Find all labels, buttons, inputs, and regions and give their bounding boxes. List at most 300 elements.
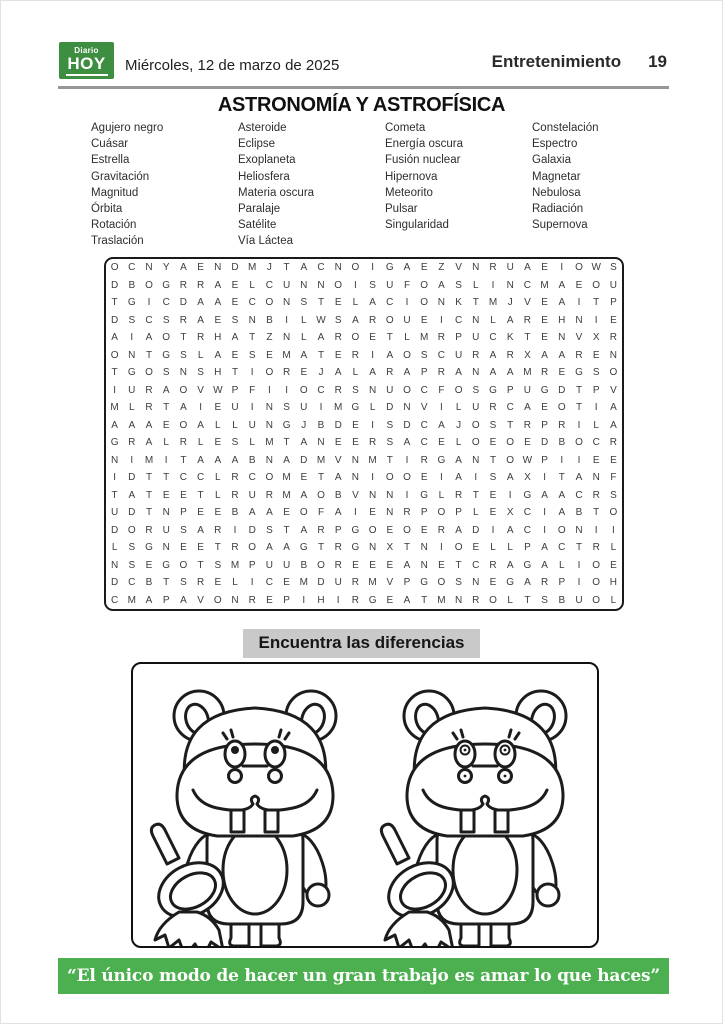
grid-letter: P xyxy=(403,577,411,589)
grid-letter: E xyxy=(541,262,548,274)
grid-letter: S xyxy=(386,419,394,431)
grid-letter: A xyxy=(197,314,204,326)
grid-letter: N xyxy=(265,402,274,414)
grid-letter: P xyxy=(541,419,548,431)
grid-letter: N xyxy=(368,489,377,501)
grid-letter: L xyxy=(111,542,118,554)
grid-letter: T xyxy=(524,594,531,606)
grid-letter: R xyxy=(472,594,480,606)
grid-letter: S xyxy=(610,262,617,274)
grid-letter: T xyxy=(111,367,118,379)
grid-letter: A xyxy=(145,419,153,431)
grid-letter: U xyxy=(472,332,480,344)
differences-panel xyxy=(131,662,599,948)
grid-letter: U xyxy=(454,349,463,361)
word-item: Espectro xyxy=(532,138,578,151)
grid-letter: B xyxy=(317,419,325,431)
grid-letter: A xyxy=(231,454,239,466)
grid-letter: M xyxy=(420,332,429,344)
grid-letter: N xyxy=(162,542,170,554)
grid-letter: N xyxy=(300,279,308,291)
grid-letter: R xyxy=(231,472,239,484)
grid-letter: O xyxy=(265,297,274,309)
grid-letter: S xyxy=(489,472,497,484)
word-item: Hipernova xyxy=(385,170,438,183)
grid-letter: M xyxy=(540,279,549,291)
grid-letter: M xyxy=(127,594,136,606)
grid-letter: A xyxy=(300,437,308,449)
grid-letter: N xyxy=(351,454,360,466)
grid-letter: R xyxy=(179,437,188,449)
grid-letter: N xyxy=(282,332,291,344)
grid-letter: R xyxy=(179,279,188,291)
grid-letter: E xyxy=(558,367,566,379)
differences-banner: Encuentra las diferencias xyxy=(243,629,481,658)
grid-letter: O xyxy=(179,559,188,571)
grid-letter: E xyxy=(214,577,222,589)
grid-letter: S xyxy=(231,314,239,326)
grid-letter: U xyxy=(403,314,411,326)
grid-letter: O xyxy=(592,279,601,291)
grid-letter: D xyxy=(231,262,239,274)
grid-letter: R xyxy=(179,314,188,326)
grid-letter: T xyxy=(231,367,239,379)
grid-letter: O xyxy=(557,402,566,414)
grid-letter: I xyxy=(371,349,374,361)
grid-letter: I xyxy=(474,472,478,484)
grid-letter: S xyxy=(197,367,204,379)
grid-letter: I xyxy=(130,454,134,466)
grid-letter: C xyxy=(386,297,394,309)
grid-letter: C xyxy=(110,594,119,606)
grid-letter: J xyxy=(456,419,462,431)
grid-letter: T xyxy=(145,507,153,519)
grid-letter: N xyxy=(609,349,618,361)
grid-letter: D xyxy=(179,297,188,309)
grid-letter: R xyxy=(403,507,411,519)
grid-letter: U xyxy=(248,489,256,501)
grid-letter: A xyxy=(214,297,222,309)
grid-letter: T xyxy=(575,402,583,414)
grid-letter: D xyxy=(110,577,119,589)
grid-letter: W xyxy=(591,262,601,274)
grid-letter: I xyxy=(560,262,564,274)
grid-letter: T xyxy=(197,489,204,501)
grid-letter: O xyxy=(213,594,222,606)
quote-text: “El único modo de hacer un gran trabajo es amar lo que haces” xyxy=(67,966,660,986)
grid-letter: P xyxy=(420,507,428,519)
grid-letter: U xyxy=(248,419,256,431)
grid-letter: M xyxy=(334,402,343,414)
grid-letter: R xyxy=(386,367,394,379)
grid-letter: A xyxy=(455,472,462,484)
grid-letter: G xyxy=(437,454,446,466)
grid-letter: R xyxy=(506,349,514,361)
grid-letter: E xyxy=(180,542,187,554)
grid-letter: T xyxy=(111,297,118,309)
grid-letter: I xyxy=(113,384,116,396)
grid-letter: D xyxy=(472,524,480,536)
grid-letter: R xyxy=(489,262,497,274)
grid-letter: A xyxy=(489,349,497,361)
grid-letter: R xyxy=(540,577,549,589)
grid-letter: C xyxy=(248,472,256,484)
grid-letter: E xyxy=(214,402,222,414)
grid-letter: N xyxy=(317,279,325,291)
grid-letter: F xyxy=(610,472,617,484)
grid-letter: E xyxy=(386,524,394,536)
word-item: Estrella xyxy=(91,154,130,167)
grid-letter: E xyxy=(438,437,445,449)
grid-letter: G xyxy=(385,262,394,274)
grid-letter: G xyxy=(351,542,360,554)
grid-letter: N xyxy=(128,349,136,361)
grid-letter: E xyxy=(300,472,308,484)
grid-letter: L xyxy=(507,594,513,606)
edition-date: Miércoles, 12 de marzo de 2025 xyxy=(125,57,340,74)
grid-letter: S xyxy=(334,314,342,326)
grid-letter: I xyxy=(508,489,512,501)
grid-letter: O xyxy=(248,542,257,554)
grid-letter: A xyxy=(506,314,514,326)
grid-letter: F xyxy=(317,507,325,519)
grid-letter: R xyxy=(196,279,205,291)
grid-letter: R xyxy=(523,314,532,326)
grid-letter: N xyxy=(386,507,394,519)
grid-letter: B xyxy=(128,279,136,291)
grid-letter: I xyxy=(491,279,495,291)
grid-letter: S xyxy=(489,419,497,431)
grid-letter: O xyxy=(592,559,601,571)
grid-letter: W xyxy=(213,384,223,396)
grid-letter: E xyxy=(180,489,187,501)
grid-letter: T xyxy=(163,402,170,414)
grid-letter: P xyxy=(162,594,170,606)
grid-letter: C xyxy=(196,472,205,484)
grid-letter: A xyxy=(610,402,617,414)
grid-letter: A xyxy=(403,559,411,571)
word-column xyxy=(532,120,598,250)
grid-letter: R xyxy=(523,419,532,431)
grid-letter: U xyxy=(575,594,583,606)
word-item: Vía Láctea xyxy=(238,235,293,248)
grid-letter: R xyxy=(282,367,291,379)
grid-letter: O xyxy=(471,419,480,431)
grid-letter: R xyxy=(214,524,222,536)
grid-letter: I xyxy=(268,384,271,396)
grid-letter: S xyxy=(266,524,273,536)
grid-letter: R xyxy=(317,524,325,536)
wordsearch-grid xyxy=(106,259,622,609)
grid-letter: U xyxy=(265,559,274,571)
grid-letter: B xyxy=(575,507,583,519)
grid-letter: N xyxy=(110,454,119,466)
grid-letter: L xyxy=(232,577,238,589)
word-item: Nebulosa xyxy=(532,186,581,199)
grid-letter: L xyxy=(301,332,307,344)
grid-letter: A xyxy=(403,594,411,606)
grid-letter: L xyxy=(473,507,479,519)
grid-letter: E xyxy=(541,332,548,344)
grid-letter: S xyxy=(592,367,600,379)
grid-letter: M xyxy=(368,454,377,466)
word-item: Paralaje xyxy=(238,203,281,216)
grid-letter: I xyxy=(594,314,598,326)
grid-letter: B xyxy=(558,437,566,449)
grid-letter: V xyxy=(455,262,462,274)
grid-letter: L xyxy=(507,542,513,554)
grid-letter: M xyxy=(368,577,377,589)
grid-letter: S xyxy=(128,542,136,554)
grid-letter: I xyxy=(147,297,151,309)
grid-letter: R xyxy=(368,437,377,449)
grid-letter: U xyxy=(609,279,618,291)
grid-letter: U xyxy=(231,402,239,414)
grid-letter: O xyxy=(403,472,411,484)
grid-letter: R xyxy=(609,437,618,449)
grid-letter: C xyxy=(420,419,428,431)
grid-letter: T xyxy=(197,559,204,571)
word-item: Órbita xyxy=(91,203,123,216)
grid-letter: P xyxy=(420,367,428,379)
grid-letter: R xyxy=(265,489,274,501)
grid-letter: I xyxy=(440,402,443,414)
grid-letter: S xyxy=(352,384,359,396)
grid-letter: X xyxy=(524,472,531,484)
grid-letter: G xyxy=(299,542,308,554)
grid-letter: A xyxy=(111,332,118,344)
grid-letter: R xyxy=(231,542,239,554)
grid-letter: I xyxy=(440,542,443,554)
grid-letter: G xyxy=(162,559,171,571)
grid-letter: O xyxy=(454,384,463,396)
grid-letter: O xyxy=(557,524,566,536)
grid-letter: S xyxy=(128,559,136,571)
grid-letter: A xyxy=(111,419,118,431)
word-column xyxy=(91,120,238,250)
grid-letter: T xyxy=(575,542,583,554)
word-item: Rotación xyxy=(91,219,137,232)
grid-letter: V xyxy=(197,594,204,606)
grid-letter: U xyxy=(523,384,532,396)
grid-letter: G xyxy=(420,577,429,589)
grid-letter: V xyxy=(334,454,342,466)
grid-letter: O xyxy=(437,507,446,519)
word-column xyxy=(238,120,385,250)
grid-letter: G xyxy=(420,489,429,501)
grid-letter: R xyxy=(609,332,618,344)
grid-letter: H xyxy=(558,314,566,326)
grid-letter: I xyxy=(130,332,134,344)
grid-letter: E xyxy=(334,437,342,449)
grid-letter: O xyxy=(420,279,429,291)
grid-letter: A xyxy=(334,507,342,519)
grid-letter: A xyxy=(558,279,566,291)
grid-letter: O xyxy=(265,367,274,379)
grid-letter: R xyxy=(128,437,136,449)
grid-letter: C xyxy=(248,297,256,309)
word-item: Gravitación xyxy=(91,170,150,183)
grid-letter: S xyxy=(386,437,394,449)
grid-letter: E xyxy=(334,349,342,361)
grid-letter: A xyxy=(266,542,273,554)
grid-letter: V xyxy=(420,402,428,414)
grid-letter: I xyxy=(405,454,409,466)
grid-letter: T xyxy=(472,489,479,501)
grid-letter: I xyxy=(405,297,409,309)
grid-letter: T xyxy=(593,297,600,309)
grid-letter: A xyxy=(145,332,153,344)
grid-letter: R xyxy=(472,349,480,361)
logo-top-text: Diario xyxy=(74,45,99,55)
grid-letter: E xyxy=(386,594,394,606)
grid-letter: E xyxy=(231,297,239,309)
word-list xyxy=(91,120,651,250)
grid-letter: O xyxy=(299,384,308,396)
grid-letter: U xyxy=(110,507,119,519)
grid-letter: V xyxy=(352,489,359,501)
grid-letter: I xyxy=(302,594,306,606)
grid-letter: U xyxy=(472,402,480,414)
grid-letter: C xyxy=(558,542,566,554)
grid-letter: I xyxy=(543,507,546,519)
grid-letter: J xyxy=(301,419,307,431)
grid-letter: A xyxy=(248,507,256,519)
grid-letter: R xyxy=(351,349,360,361)
grid-letter: A xyxy=(610,419,617,431)
grid-letter: O xyxy=(437,577,446,589)
grid-letter: O xyxy=(127,524,136,536)
grid-letter: L xyxy=(197,349,204,361)
grid-letter: L xyxy=(473,279,479,291)
grid-letter: N xyxy=(317,437,325,449)
grid-letter: R xyxy=(351,594,360,606)
grid-letter: O xyxy=(385,472,394,484)
grid-letter: O xyxy=(368,524,377,536)
word-item: Magnitud xyxy=(91,186,139,199)
grid-letter: N xyxy=(248,314,256,326)
grid-letter: E xyxy=(266,594,273,606)
grid-letter: T xyxy=(593,507,600,519)
grid-letter: I xyxy=(371,419,374,431)
grid-letter: I xyxy=(594,524,598,536)
grid-letter: H xyxy=(609,577,618,589)
grid-letter: O xyxy=(592,594,601,606)
grid-letter: L xyxy=(301,314,307,326)
grid-letter: G xyxy=(351,402,360,414)
grid-letter: L xyxy=(129,402,135,414)
grid-letter: A xyxy=(455,524,462,536)
word-item: Meteorito xyxy=(385,186,433,199)
grid-letter: E xyxy=(610,314,617,326)
section-title: Entretenimiento xyxy=(491,52,622,71)
grid-letter: G xyxy=(162,279,171,291)
word-item: Exoplaneta xyxy=(238,154,296,167)
grid-letter: L xyxy=(352,367,359,379)
grid-letter: E xyxy=(369,559,376,571)
grid-letter: N xyxy=(420,542,428,554)
grid-letter: E xyxy=(283,507,290,519)
grid-letter: M xyxy=(316,454,326,466)
grid-letter: U xyxy=(162,524,170,536)
grid-letter: R xyxy=(540,367,549,379)
grid-letter: S xyxy=(541,594,548,606)
grid-letter: N xyxy=(472,314,480,326)
grid-letter: E xyxy=(592,349,600,361)
grid-letter: V xyxy=(386,577,394,589)
grid-letter: I xyxy=(560,454,564,466)
grid-letter: P xyxy=(524,542,531,554)
grid-letter: I xyxy=(113,472,116,484)
grid-letter: D xyxy=(317,577,325,589)
grid-letter: A xyxy=(300,349,308,361)
grid-letter: E xyxy=(438,559,445,571)
grid-letter: O xyxy=(317,559,325,571)
grid-letter: N xyxy=(179,367,188,379)
word-item: Magnetar xyxy=(532,170,581,183)
grid-letter: T xyxy=(145,349,153,361)
hippo-right-illustration xyxy=(369,672,595,948)
grid-letter: P xyxy=(334,524,342,536)
grid-letter: P xyxy=(558,577,566,589)
grid-letter: L xyxy=(215,472,221,484)
wordsearch-title: ASTRONOMÍA Y ASTROFÍSICA xyxy=(217,94,506,116)
grid-letter: I xyxy=(336,594,340,606)
grid-letter: M xyxy=(437,594,446,606)
grid-letter: N xyxy=(420,559,428,571)
grid-letter: A xyxy=(369,297,376,309)
grid-letter: H xyxy=(214,332,222,344)
grid-letter: M xyxy=(144,454,154,466)
grid-letter: R xyxy=(145,402,153,414)
grid-letter: E xyxy=(610,454,617,466)
grid-letter: T xyxy=(403,542,411,554)
grid-letter: A xyxy=(197,297,204,309)
grid-letter: E xyxy=(575,279,583,291)
grid-letter: E xyxy=(352,437,359,449)
grid-letter: A xyxy=(506,524,514,536)
grid-letter: E xyxy=(145,559,153,571)
grid-letter: O xyxy=(575,262,583,274)
grid-letter: E xyxy=(489,507,497,519)
grid-letter: R xyxy=(454,489,463,501)
grid-letter: N xyxy=(386,489,394,501)
grid-letter: O xyxy=(317,489,325,501)
grid-letter: U xyxy=(506,262,514,274)
word-item: Eclipse xyxy=(238,138,276,151)
grid-letter: G xyxy=(368,594,377,606)
grid-letter: E xyxy=(386,559,394,571)
grid-letter: O xyxy=(403,349,411,361)
grid-letter: E xyxy=(541,297,548,309)
grid-letter: C xyxy=(472,559,480,571)
word-item: Materia oscura xyxy=(238,186,315,199)
grid-letter: P xyxy=(180,507,187,519)
grid-letter: B xyxy=(231,507,239,519)
grid-letter: E xyxy=(214,314,222,326)
grid-letter: L xyxy=(369,402,376,414)
grid-letter: T xyxy=(283,437,290,449)
grid-letter: A xyxy=(575,472,583,484)
grid-letter: A xyxy=(197,454,204,466)
word-item: Satélite xyxy=(238,219,277,232)
grid-letter: U xyxy=(334,577,342,589)
grid-letter: A xyxy=(180,262,187,274)
grid-letter: O xyxy=(592,577,601,589)
grid-letter: O xyxy=(110,262,119,274)
grid-letter: L xyxy=(163,437,169,449)
grid-letter: G xyxy=(162,349,171,361)
